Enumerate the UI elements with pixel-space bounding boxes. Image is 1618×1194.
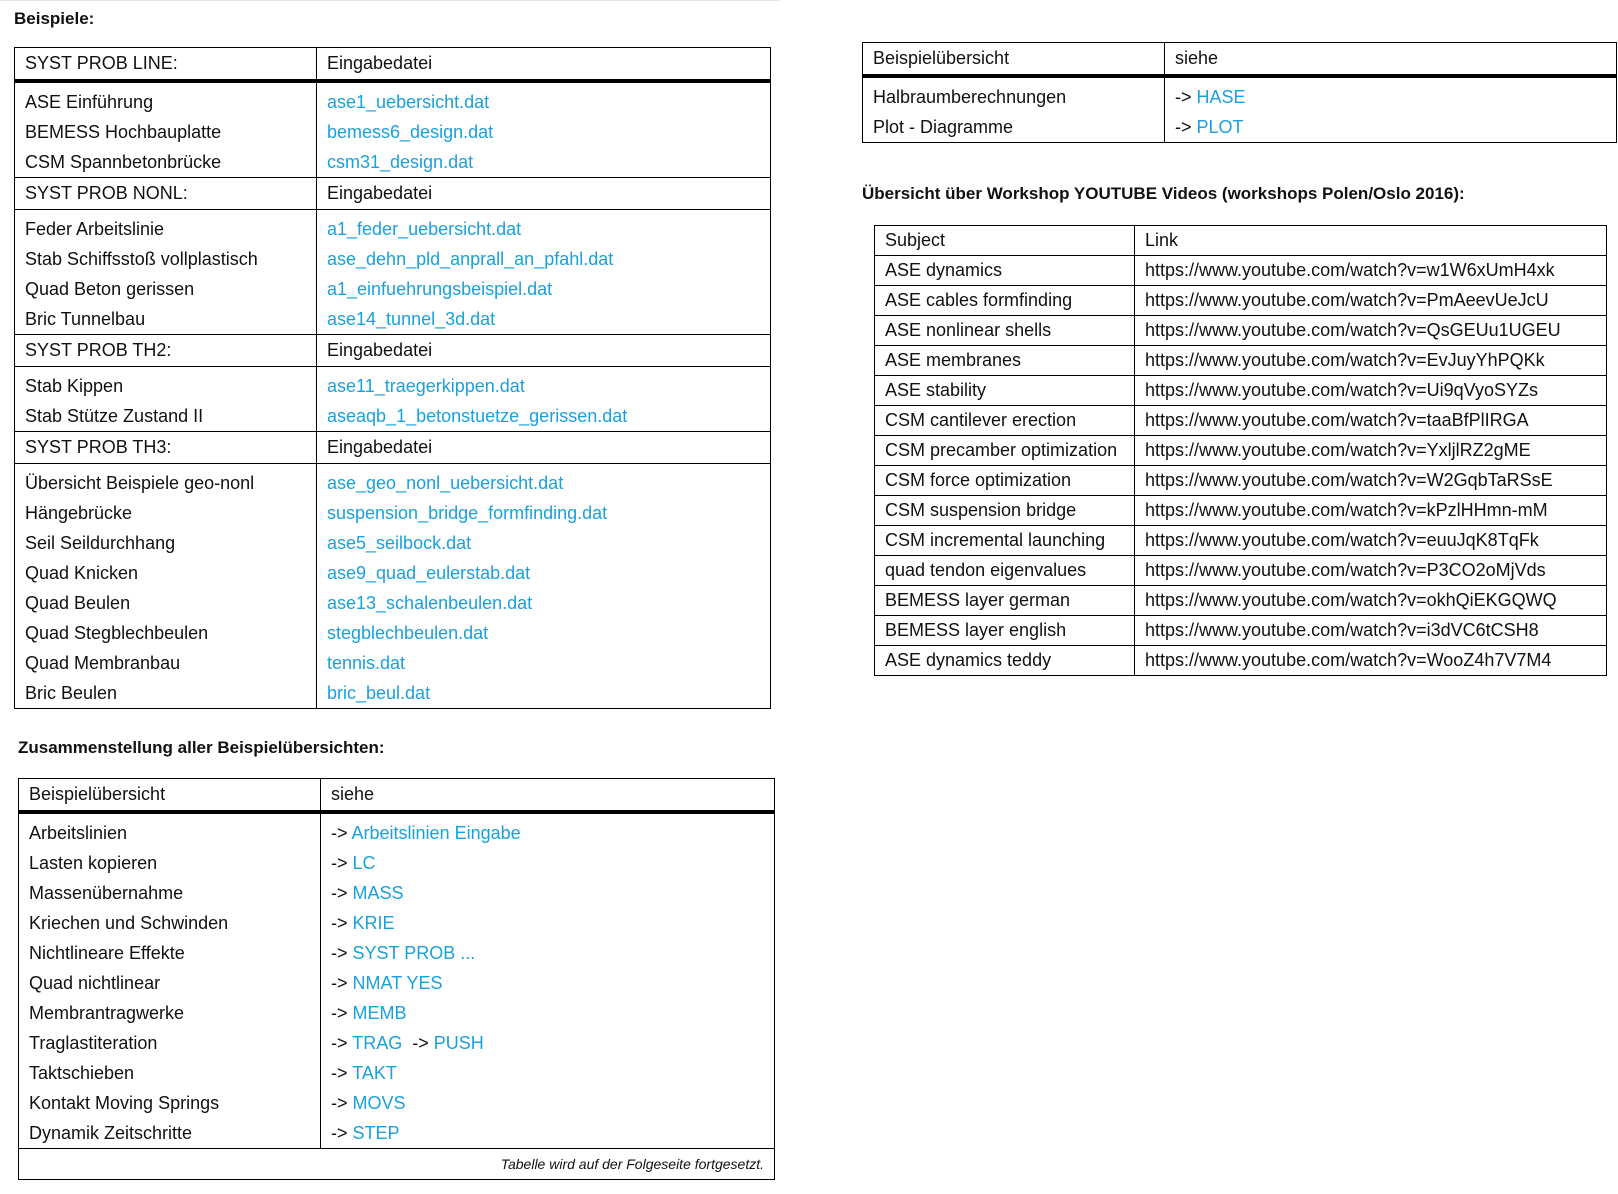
summary-row xyxy=(19,1058,775,1088)
summary-ref-cell xyxy=(321,938,775,968)
arrow-text: -> xyxy=(331,882,348,903)
example-label: CSM Spannbetonbrücke xyxy=(15,147,317,178)
summary-row xyxy=(19,812,775,848)
summary-row xyxy=(19,938,775,968)
overview-small-label: Halbraumberechnungen xyxy=(863,76,1165,112)
example-file-cell xyxy=(317,618,771,648)
example-label: Bric Beulen xyxy=(15,678,317,709)
example-row xyxy=(15,558,771,588)
example-row xyxy=(15,498,771,528)
youtube-header-row xyxy=(875,226,1607,256)
youtube-subject: ASE membranes xyxy=(875,346,1135,376)
summary-row xyxy=(19,878,775,908)
group-header-file-label: Eingabedatei xyxy=(317,48,771,82)
example-file-cell xyxy=(317,588,771,618)
summary-label: Taktschieben xyxy=(19,1058,321,1088)
example-row xyxy=(15,648,771,678)
youtube-link[interactable]: https://www.youtube.com/watch?v=i3dVC6tCSH8 xyxy=(1135,616,1607,646)
example-file-cell xyxy=(317,147,771,178)
youtube-link[interactable]: https://www.youtube.com/watch?v=w1W6xUmH4xk xyxy=(1135,256,1607,286)
example-label: ASE Einführung xyxy=(15,81,317,117)
arrow-text: -> xyxy=(331,942,348,963)
example-file-link[interactable]: suspension_bridge_formfinding.dat xyxy=(327,502,608,523)
group-header-row xyxy=(15,48,771,82)
example-file-link[interactable]: ase13_schalenbeulen.dat xyxy=(327,592,533,613)
arrow-text: -> xyxy=(331,912,348,933)
youtube-link[interactable]: https://www.youtube.com/watch?v=P3CO2oMjVds xyxy=(1135,556,1607,586)
youtube-subject: CSM precamber optimization xyxy=(875,436,1135,466)
group-header-file-label: Eingabedatei xyxy=(317,178,771,210)
summary-label: Kontakt Moving Springs xyxy=(19,1088,321,1118)
summary-label: Quad nichtlinear xyxy=(19,968,321,998)
summary-link[interactable]: Arbeitslinien Eingabe xyxy=(351,822,521,843)
overview-small-ref xyxy=(1165,112,1617,143)
youtube-link[interactable]: https://www.youtube.com/watch?v=WooZ4h7V7M4 xyxy=(1145,650,1552,670)
youtube-table xyxy=(874,225,1607,676)
example-label: Stab Schiffsstoß vollplastisch xyxy=(15,244,317,274)
arrow-text: -> xyxy=(412,1032,429,1053)
example-row xyxy=(15,401,771,432)
example-label: BEMESS Hochbauplatte xyxy=(15,117,317,147)
youtube-subject: CSM incremental launching xyxy=(875,526,1135,556)
youtube-header-link: Link xyxy=(1135,226,1607,256)
example-file-cell xyxy=(317,244,771,274)
overview-small-row xyxy=(863,112,1617,143)
example-label: Feder Arbeitslinie xyxy=(15,210,317,245)
example-row xyxy=(15,588,771,618)
example-row xyxy=(15,244,771,274)
group-header-row xyxy=(15,432,771,464)
example-label: Quad Stegblechbeulen xyxy=(15,618,317,648)
summary-ref-cell xyxy=(321,998,775,1028)
summary-header-left: Beispielübersicht xyxy=(19,779,321,813)
summary-row xyxy=(19,1118,775,1149)
example-label: Hängebrücke xyxy=(15,498,317,528)
summary-header-row xyxy=(19,779,775,813)
arrow-text: -> xyxy=(1175,116,1192,137)
youtube-link[interactable]: https://www.youtube.com/watch?v=euuJqK8TqFk xyxy=(1135,526,1607,556)
arrow-text: -> xyxy=(331,1092,348,1113)
arrow-text: -> xyxy=(331,1032,348,1053)
example-label: Seil Seildurchhang xyxy=(15,528,317,558)
summary-label: Lasten kopieren xyxy=(19,848,321,878)
example-file-link[interactable]: ase_geo_nonl_uebersicht.dat xyxy=(327,472,564,493)
example-file-link[interactable]: ase_dehn_pld_anprall_an_pfahl.dat xyxy=(327,248,614,269)
summary-ref-cell xyxy=(321,848,775,878)
youtube-row xyxy=(875,376,1607,406)
top-rule xyxy=(0,0,780,1)
youtube-row xyxy=(875,406,1607,436)
overview-small-header-left: Beispielübersicht xyxy=(863,43,1165,77)
summary-label: Membrantragwerke xyxy=(19,998,321,1028)
youtube-row xyxy=(875,436,1607,466)
group-header-label: SYST PROB TH3: xyxy=(15,432,317,464)
youtube-subject: CSM suspension bridge xyxy=(875,496,1135,526)
example-file-cell xyxy=(317,274,771,304)
summary-label: Massenübernahme xyxy=(19,878,321,908)
summary-link[interactable]: MOVS xyxy=(352,1092,406,1113)
youtube-row xyxy=(875,556,1607,586)
summary-row xyxy=(19,848,775,878)
youtube-link[interactable]: https://www.youtube.com/watch?v=okhQiEKGQWQ xyxy=(1135,586,1607,616)
youtube-link[interactable]: https://www.youtube.com/watch?v=YxljlRZ2gME xyxy=(1135,436,1607,466)
youtube-row xyxy=(875,466,1607,496)
example-file-cell xyxy=(317,528,771,558)
example-row xyxy=(15,528,771,558)
summary-ref-cell xyxy=(321,908,775,938)
youtube-subject: ASE stability xyxy=(875,376,1135,406)
group-header-label: SYST PROB NONL: xyxy=(15,178,317,210)
example-file-cell xyxy=(317,464,771,499)
summary-row xyxy=(19,1028,775,1058)
summary-ref-cell xyxy=(321,1028,775,1058)
summary-link[interactable]: SYST PROB ... xyxy=(352,942,476,963)
example-file-cell xyxy=(317,678,771,709)
arrow-text: -> xyxy=(331,852,348,873)
summary-link[interactable]: KRIE xyxy=(352,912,395,933)
example-file-cell xyxy=(317,401,771,432)
youtube-row xyxy=(875,646,1607,676)
summary-ref-cell xyxy=(321,1058,775,1088)
summary-link[interactable]: NMAT YES xyxy=(352,972,443,993)
example-file-cell xyxy=(317,210,771,245)
example-label: Übersicht Beispiele geo-nonl xyxy=(15,464,317,499)
examples-table xyxy=(14,47,771,709)
example-file-link[interactable]: bemess6_design.dat xyxy=(327,121,494,142)
youtube-row xyxy=(875,316,1607,346)
summary-ref-cell xyxy=(321,878,775,908)
group-header-label: SYST PROB TH2: xyxy=(15,335,317,367)
youtube-link[interactable]: https://www.youtube.com/watch?v=PmAeevUeJcU xyxy=(1135,286,1607,316)
youtube-row xyxy=(875,586,1607,616)
example-file-cell xyxy=(317,304,771,335)
example-label: Quad Membranbau xyxy=(15,648,317,678)
example-row xyxy=(15,618,771,648)
youtube-link[interactable]: https://www.youtube.com/watch?v=EvJuyYhPQKk xyxy=(1135,346,1607,376)
youtube-link[interactable]: https://www.youtube.com/watch?v=QsGEUu1UGEU xyxy=(1135,316,1607,346)
summary-label: Nichtlineare Effekte xyxy=(19,938,321,968)
example-label: Bric Tunnelbau xyxy=(15,304,317,335)
arrow-text: -> xyxy=(1175,86,1192,107)
summary-row xyxy=(19,998,775,1028)
youtube-row xyxy=(875,616,1607,646)
youtube-subject: BEMESS layer english xyxy=(875,616,1135,646)
youtube-row xyxy=(875,496,1607,526)
group-header-file-label: Eingabedatei xyxy=(317,335,771,367)
example-label: Stab Stütze Zustand II xyxy=(15,401,317,432)
link-hase[interactable]: HASE xyxy=(1196,86,1246,107)
group-header-file-label: Eingabedatei xyxy=(317,432,771,464)
summary-heading: Zusammenstellung aller Beispielübersichten: xyxy=(18,738,385,757)
summary-ref-cell xyxy=(321,812,775,848)
example-file-link[interactable]: stegblechbeulen.dat xyxy=(327,622,489,643)
summary-table xyxy=(18,778,775,1180)
example-row xyxy=(15,367,771,402)
group-header-row xyxy=(15,178,771,210)
group-header-row xyxy=(15,335,771,367)
youtube-subject: quad tendon eigenvalues xyxy=(875,556,1135,586)
summary-label: Arbeitslinien xyxy=(19,812,321,848)
summary-row xyxy=(19,1088,775,1118)
youtube-row xyxy=(875,526,1607,556)
summary-row xyxy=(19,908,775,938)
summary-ref-cell xyxy=(321,1118,775,1149)
overview-small-header-right: siehe xyxy=(1165,43,1617,77)
summary-link[interactable]: STEP xyxy=(352,1122,400,1143)
example-row xyxy=(15,117,771,147)
example-file-cell xyxy=(317,81,771,117)
summary-link[interactable]: MEMB xyxy=(352,1002,407,1023)
example-row xyxy=(15,81,771,117)
example-file-link[interactable]: tennis.dat xyxy=(327,652,406,673)
example-file-link[interactable]: ase5_seilbock.dat xyxy=(327,532,472,553)
arrow-text: -> xyxy=(331,972,348,993)
youtube-subject: CSM cantilever erection xyxy=(875,406,1135,436)
example-row xyxy=(15,210,771,245)
summary-link[interactable]: LC xyxy=(352,852,376,873)
overview-small-table xyxy=(862,42,1617,143)
summary-ref-cell xyxy=(321,1088,775,1118)
example-file-link[interactable]: ase14_tunnel_3d.dat xyxy=(327,308,496,329)
footnote-row xyxy=(19,1149,775,1180)
summary-link[interactable]: MASS xyxy=(352,882,404,903)
summary-label: Dynamik Zeitschritte xyxy=(19,1118,321,1149)
examples-heading: Beispiele: xyxy=(14,9,95,28)
summary-link[interactable]: PUSH xyxy=(433,1032,484,1053)
example-row xyxy=(15,274,771,304)
example-label: Stab Kippen xyxy=(15,367,317,402)
youtube-subject: ASE nonlinear shells xyxy=(875,316,1135,346)
example-file-cell xyxy=(317,117,771,147)
arrow-text: -> xyxy=(331,1002,348,1023)
summary-link[interactable]: TRAG xyxy=(352,1032,403,1053)
youtube-link[interactable]: https://www.youtube.com/watch?v=taaBfPlIRGA xyxy=(1135,406,1607,436)
example-file-link[interactable]: bric_beul.dat xyxy=(327,682,431,703)
footnote: Tabelle wird auf der Folgeseite fortgesetzt. xyxy=(19,1149,775,1180)
youtube-heading: Übersicht über Workshop YOUTUBE Videos (workshops Polen/Oslo 2016): xyxy=(862,184,1465,203)
overview-small-header-row xyxy=(863,43,1617,77)
arrow-text: -> xyxy=(331,1062,348,1083)
youtube-subject: BEMESS layer german xyxy=(875,586,1135,616)
example-file-link[interactable]: csm31_design.dat xyxy=(327,151,474,172)
example-file-link[interactable]: aseaqb_1_betonstuetze_gerissen.dat xyxy=(327,405,628,426)
example-row xyxy=(15,147,771,178)
example-file-link[interactable]: ase11_traegerkippen.dat xyxy=(327,375,525,396)
overview-small-ref xyxy=(1165,76,1617,112)
example-file-link[interactable]: ase9_quad_eulerstab.dat xyxy=(327,562,531,583)
example-file-cell xyxy=(317,558,771,588)
arrow-text: -> xyxy=(331,1122,348,1143)
summary-label: Kriechen und Schwinden xyxy=(19,908,321,938)
example-label: Quad Beulen xyxy=(15,588,317,618)
youtube-row xyxy=(875,346,1607,376)
youtube-subject: CSM force optimization xyxy=(875,466,1135,496)
example-file-link[interactable]: a1_feder_uebersicht.dat xyxy=(327,218,522,239)
example-row xyxy=(15,678,771,709)
example-file-cell xyxy=(317,498,771,528)
summary-header-right: siehe xyxy=(321,779,775,813)
summary-row xyxy=(19,968,775,998)
example-label: Quad Beton gerissen xyxy=(15,274,317,304)
summary-link[interactable]: TAKT xyxy=(352,1062,397,1083)
example-file-link[interactable]: ase1_uebersicht.dat xyxy=(327,91,490,112)
link-plot[interactable]: PLOT xyxy=(1196,116,1244,137)
arrow-text: -> xyxy=(331,822,348,843)
example-file-link[interactable]: a1_einfuehrungsbeispiel.dat xyxy=(327,278,553,299)
example-row xyxy=(15,464,771,499)
youtube-link[interactable]: https://www.youtube.com/watch?v=kPzlHHmn-mM xyxy=(1135,496,1607,526)
youtube-subject: ASE dynamics xyxy=(875,256,1135,286)
youtube-link[interactable]: https://www.youtube.com/watch?v=W2GqbTaRSsE xyxy=(1135,466,1607,496)
youtube-header-subject: Subject xyxy=(875,226,1135,256)
youtube-link[interactable]: https://www.youtube.com/watch?v=Ui9qVyoSYZs xyxy=(1135,376,1607,406)
overview-small-row xyxy=(863,76,1617,112)
youtube-row xyxy=(875,256,1607,286)
group-header-label: SYST PROB LINE: xyxy=(15,48,317,82)
example-file-cell xyxy=(317,367,771,402)
example-row xyxy=(15,304,771,335)
youtube-subject: ASE dynamics teddy xyxy=(875,646,1135,676)
example-label: Quad Knicken xyxy=(15,558,317,588)
summary-ref-cell xyxy=(321,968,775,998)
overview-small-label: Plot - Diagramme xyxy=(863,112,1165,143)
example-file-cell xyxy=(317,648,771,678)
youtube-subject: ASE cables formfinding xyxy=(875,286,1135,316)
summary-label: Traglastiteration xyxy=(19,1028,321,1058)
youtube-row xyxy=(875,286,1607,316)
